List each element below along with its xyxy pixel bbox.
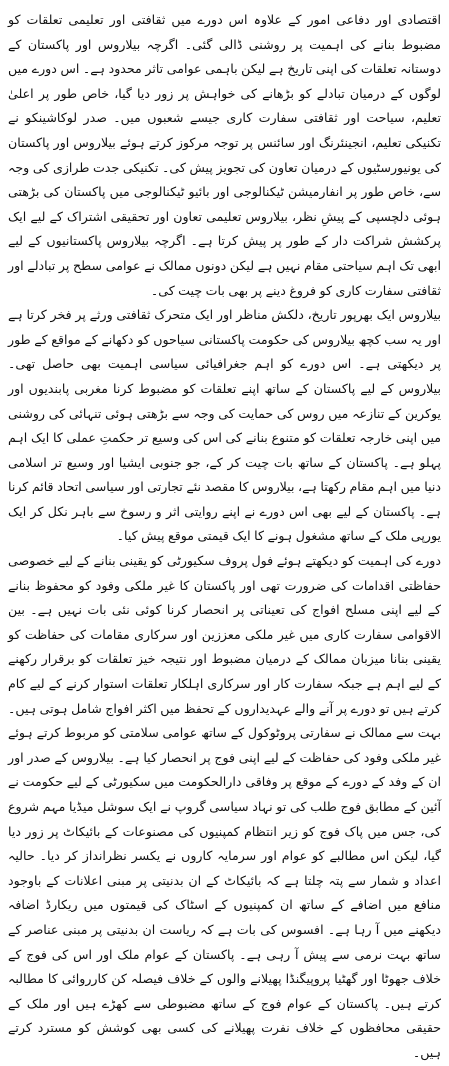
article-paragraph-3: دورے کی اہمیت کو دیکھتے ہوئے فول پروف سکیورٹی کو یقینی بنانے کے لیے خصوصی حفاظتی اقدامات کی ضرورت تھی اور پاکستان کا غیر ملکی وفود کو محفوظ بنانے کے لیے اپنی مسلح افواج کی تعیناتی پر انحصار کرنا کوئی نئی بات نہیں ہے۔ بین الاقوامی سفارت کاری میں غیر ملکی معززین اور سرکاری مقامات کی حفاظت کو یقینی بنانا میزبان ممالک کے درمیان مضبوط اور نتیجہ خیز تعلقات کو برقرار رکھنے کے لیے اہم ہے جبکہ سفارت کار اور سرکاری اہلکار تعلقات استوار کرنے کے لیے کام کرتے ہیں تو دورے پر آنے والے عہدیداروں کے تحفظ میں اکثر افواج شامل ہوتی ہیں۔ بہت سے ممالک نے سفارتی پروٹوکول کے ساتھ عوامی سلامتی کو مربوط کرتے ہوئے غیر ملکی وفود کی حفاظت کے لیے اپنی فوج پر انحصار کیا ہے۔ بیلاروس کے صدر اور ان کے وفد کے دورے کے موقع پر وفاقی دارالحکومت میں سکیورٹی کے لیے حکومت نے آئین کے مطابق فوج طلب کی تو نہاد سیاسی گروپ نے ایک سوشل میڈیا مہم شروع کی، جس میں پاک فوج کو زیر انتظام کمپنیوں کی مصنوعات کے بائیکاٹ پر زور دیا گیا، لیکن اس مطالبے کو عوام اور سرمایہ کاروں نے یکسر نظرانداز کر دیا۔ حالیہ اعداد و شمار سے پتہ چلتا ہے کہ بائیکاٹ کے ان بدنیتی پر مبنی اعلانات کے باوجود منافع میں اضافے کے ساتھ ان کمپنیوں کے اسٹاک کی قیمتوں میں ریکارڈ اضافہ دیکھنے میں آ رہا ہے۔ افسوس کی بات ہے کہ ریاست ان بدنیتی پر مبنی عناصر کے ساتھ بہت نرمی سے پیش آ رہی ہے۔ پاکستان کے عوام ملک اور اس کی فوج کے خلاف جھوٹا اور گھٹیا پروپیگنڈا پھیلانے والوں کے خلاف فیصلہ کن کارروائی کا مطالبہ کرتے ہیں۔ پاکستان کے عوام فوج کے ساتھ مضبوطی سے کھڑے ہیں اور ملک کے حقیقی محافظوں کے خلاف نفرت پھیلانے کی کسی بھی کوشش کو مسترد کرتے ہیں۔ (8, 553, 441, 1060)
article-column (8, 8, 441, 1060)
article-paragraph-1: اقتصادی اور دفاعی امور کے علاوہ اس دورے میں ثقافتی اور تعلیمی تعلقات کو مضبوط بنانے کی اہمیت پر روشنی ڈالی گئی۔ اگرچہ بیلاروس اور پاکستان کے دوستانہ تعلقات کی اپنی تاریخ ہے لیکن باہمی عوامی تاثر محدود ہے۔ اس دورے میں لوگوں کے درمیان تبادلے کو بڑھانے کی خواہش پر زور دیا گیا، خاص طور پر اعلیٰ تعلیم، سیاحت اور ثقافتی سفارت کاری جیسے شعبوں میں۔ صدر لوکاشینکو نے تکنیکی تعلیم، انجینئرنگ اور سائنس پر توجہ مرکوز کرتے ہوئے بیلاروس اور پاکستان کی یونیورسٹیوں کے درمیان تعاون کی تجویز پیش کی۔ تکنیکی جدت طرازی کی وجہ سے، خاص طور پر انفارمیشن ٹیکنالوجی اور بائیو ٹیکنالوجی میں پاکستان کی بڑھتی ہوئی دلچسپی کے پیشِ نظر، بیلاروس تعلیمی تعاون اور تحقیقی اشتراک کے لیے ایک پرکشش شراکت دار کے طور پر پیش کرتا ہے۔ اگرچہ بیلاروس پاکستانیوں کے لیے ابھی تک اہم سیاحتی مقام نہیں ہے لیکن دونوں ممالک نے عوامی سطح پر تبادلے اور ثقافتی سفارت کاری کو فروغ دینے پر بھی بات چیت کی۔ (8, 12, 441, 298)
article-paragraph-2: بیلاروس ایک بھرپور تاریخ، دلکش مناظر اور ایک متحرک ثقافتی ورثے پر فخر کرتا ہے اور یہ سب کچھ بیلاروس کی حکومت پاکستانی سیاحوں کو دکھانے کے مواقع کے طور پر دیکھتی ہے۔ اس دورے کو اہم جغرافیائی سیاسی اہمیت بھی حاصل تھی۔ بیلاروس کے لیے پاکستان کے ساتھ اپنے تعلقات کو مضبوط کرنا مغربی پابندیوں اور یوکرین کے تنازعہ میں روس کی حمایت کی وجہ سے بڑھتی ہوئی تنہائی کی روشنی میں اپنی خارجہ تعلقات کو متنوع بنانے کی اس کی وسیع تر حکمتِ عملی کا ایک اہم پہلو ہے۔ پاکستان کے ساتھ بات چیت کر کے، جو جنوبی ایشیا اور وسیع تر اسلامی دنیا میں اہم مقام رکھتا ہے، بیلاروس کا مقصد نئے تجارتی اور سیاسی اتحاد قائم کرنا ہے۔ پاکستان کے لیے بھی اس دورے نے اپنے روایتی اثر و رسوخ سے باہر نکل کر ایک یورپی ملک کے ساتھ مشغول ہونے کا ایک قیمتی موقع پیش کیا۔ (8, 307, 441, 544)
